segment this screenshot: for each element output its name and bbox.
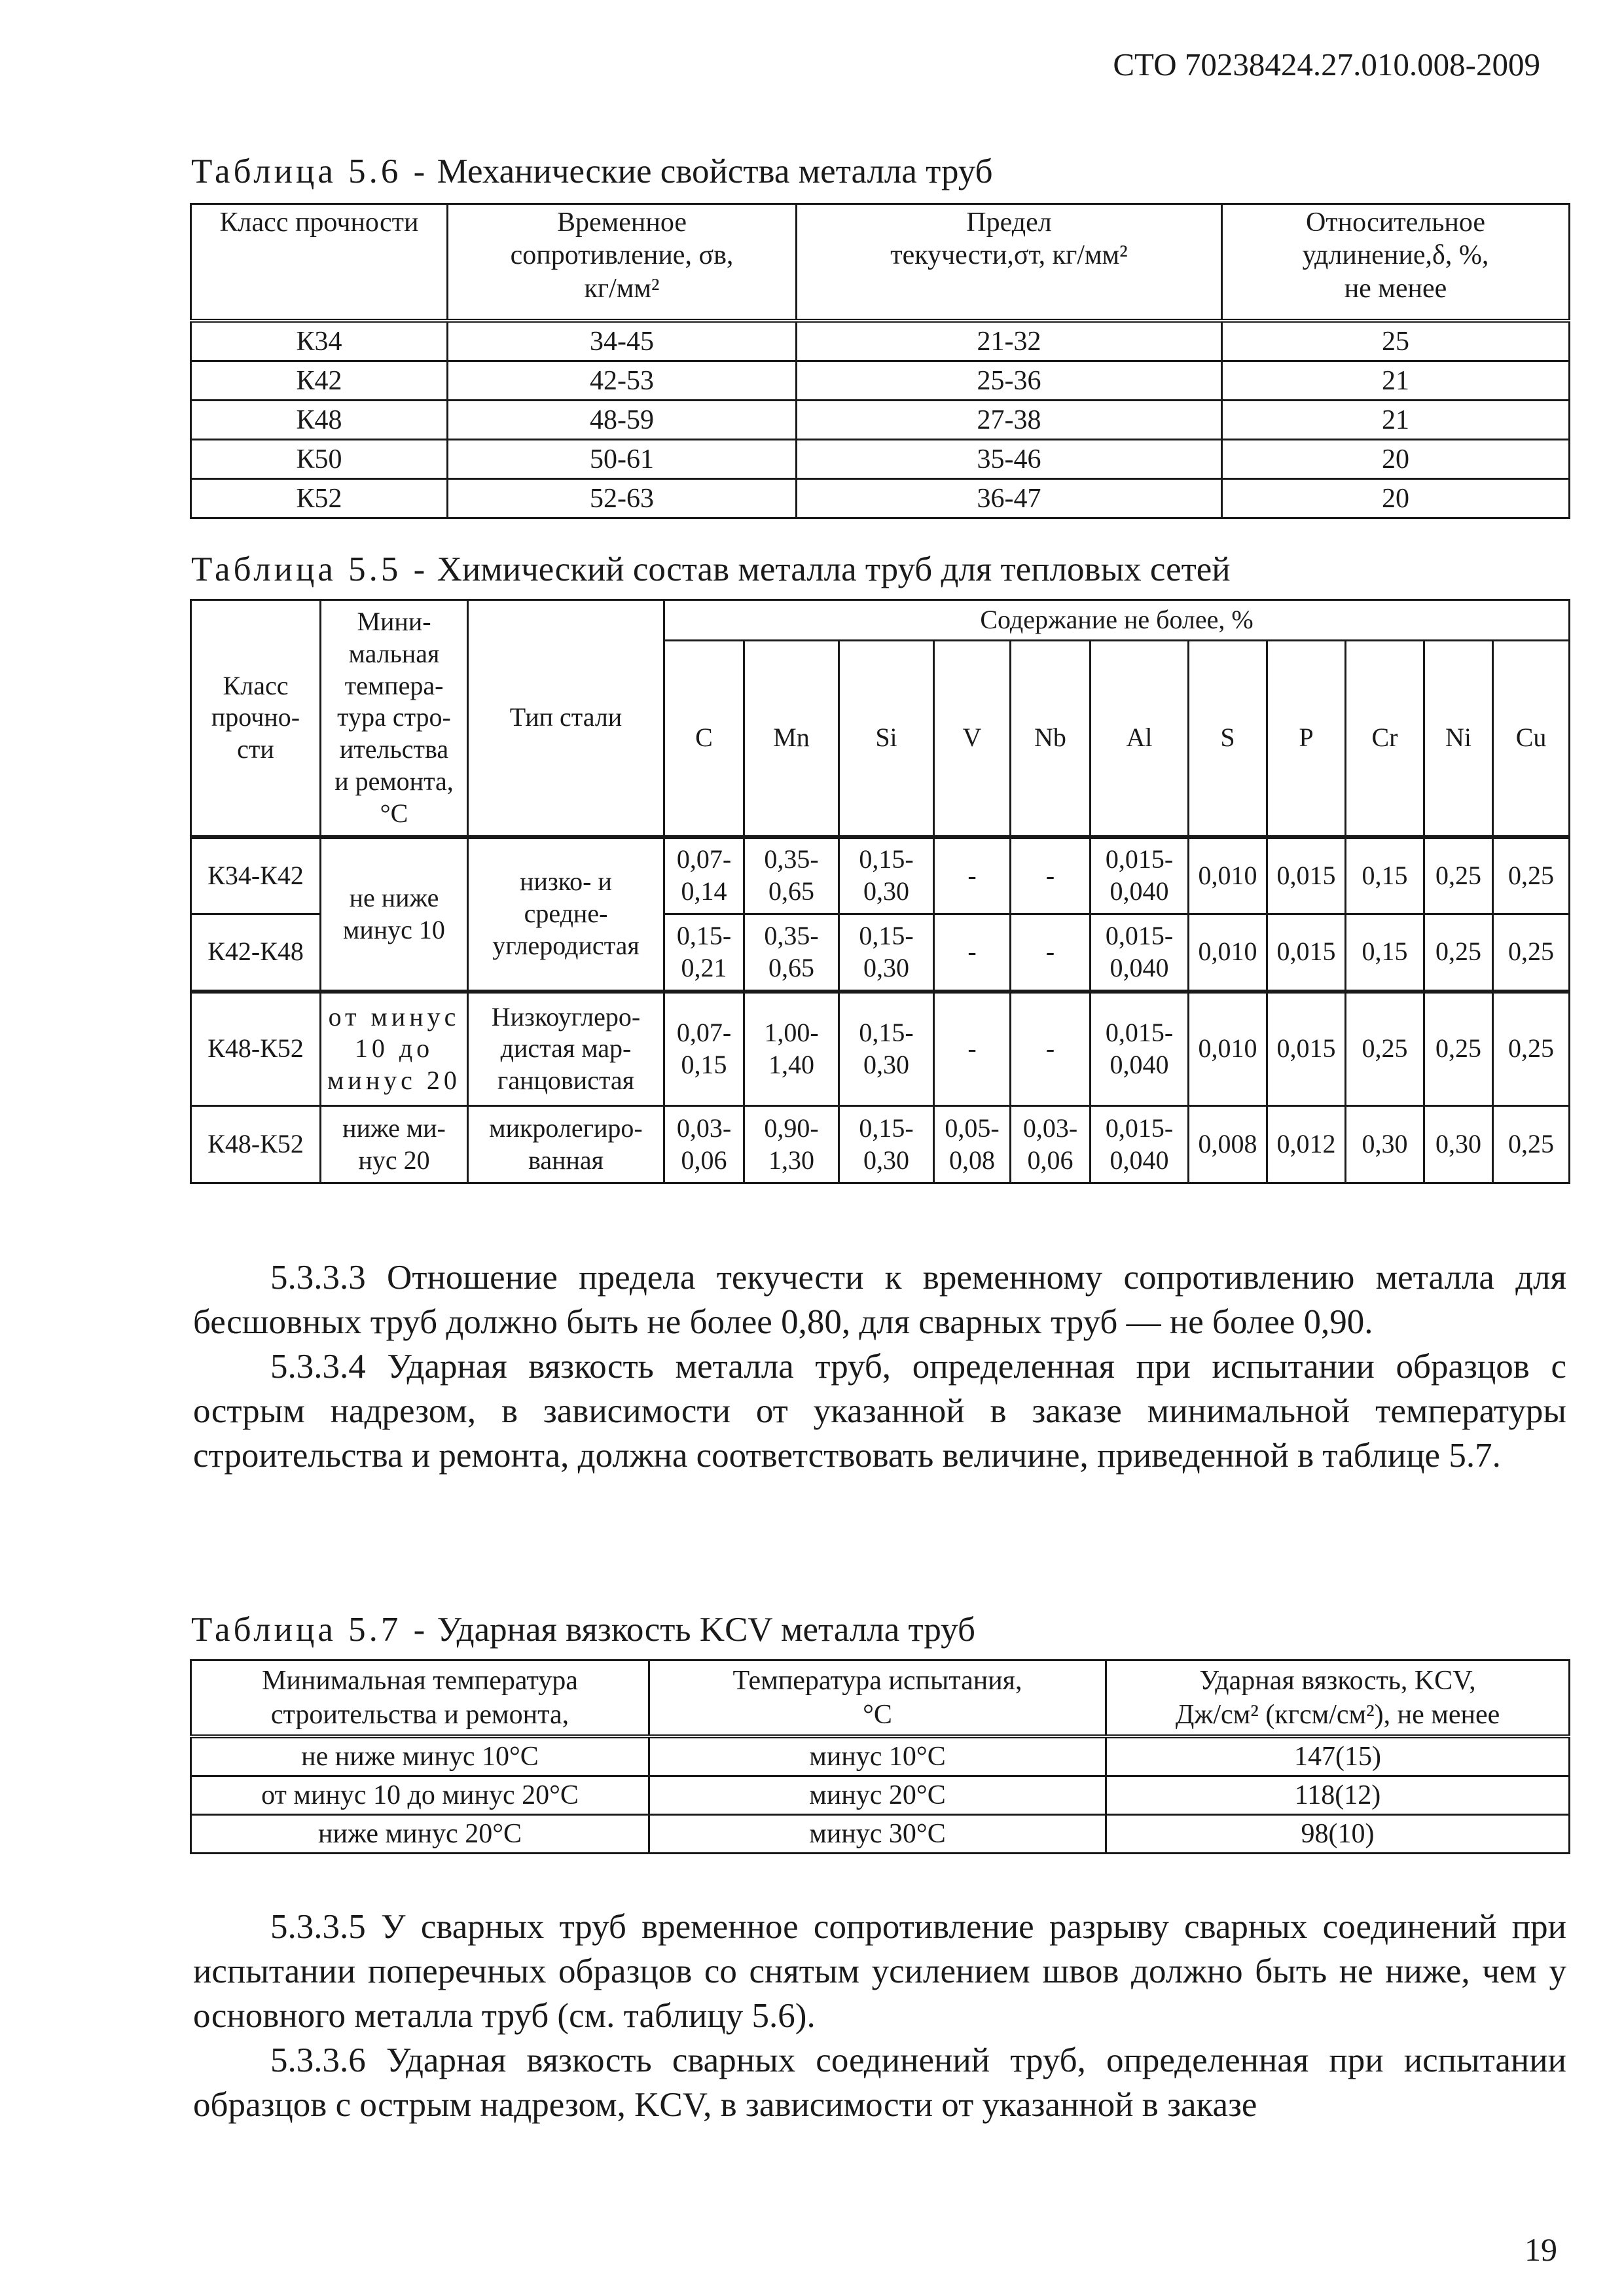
- col-header: [1222, 204, 1570, 321]
- cell-line: микролегиро-: [489, 1113, 643, 1143]
- col-header-steel-type: Тип стали: [468, 600, 664, 837]
- header-line: ительства: [339, 734, 449, 764]
- cell-line: средне-: [524, 899, 608, 929]
- table-row: [191, 479, 1570, 518]
- cell-line: 0,06: [1027, 1145, 1074, 1175]
- cell-line: 0,15-: [676, 920, 732, 950]
- header-line: удлинение,δ, %,: [1302, 240, 1489, 271]
- cell-line: 1,40: [768, 1049, 814, 1079]
- table-cell: 27-38: [797, 401, 1222, 440]
- cell-line: Низкоуглеро-: [491, 1001, 641, 1031]
- col-header-element: Cu: [1493, 641, 1570, 837]
- table-row: [191, 361, 1570, 401]
- paragraph: 5.3.3.5 У сварных труб временное сопротивление разрыву сварных соединений при испытании поперечных образцов со снятым усилением швов должно быть не ниже, чем у основного металла труб (см. таблицу 5.6).: [193, 1908, 1566, 2035]
- header-line: тура стро-: [337, 702, 451, 732]
- table-cell: 20: [1222, 440, 1570, 479]
- cell-line: 0,30: [863, 876, 909, 906]
- table-row: [191, 1815, 1570, 1854]
- col-header-element: Nb: [1011, 641, 1091, 837]
- table-cell-class: К48-К52: [191, 1106, 321, 1183]
- table-cell: 0,30: [1424, 1106, 1493, 1183]
- impact-toughness-table: [190, 1659, 1570, 1854]
- header-line: Временное: [557, 207, 687, 238]
- table-cell: [744, 992, 839, 1106]
- cell-line: 0,65: [768, 952, 814, 982]
- table-cell: 21: [1222, 361, 1570, 401]
- header-line: Мини-: [357, 606, 431, 636]
- table-5-7-caption-title: Ударная вязкость KCV металла труб: [437, 1611, 975, 1649]
- col-header-temperature: [321, 600, 468, 837]
- cell-line: минус 20: [327, 1066, 461, 1096]
- header-line: Относительное: [1305, 207, 1486, 238]
- table-cell: от минус 10 до минус 20°С: [191, 1776, 649, 1815]
- cell-line: 1,00-: [764, 1017, 819, 1047]
- cell-line: 0,21: [681, 952, 727, 982]
- header-line: и ремонта,: [334, 766, 454, 796]
- table-cell: минус 20°С: [649, 1776, 1106, 1815]
- cell-line: 0,015-: [1105, 1113, 1174, 1143]
- table-cell-class: К34-К42: [191, 837, 321, 914]
- table-cell: 118(12): [1106, 1776, 1570, 1815]
- table-5-6-caption: [191, 152, 993, 191]
- table-cell: 98(10): [1106, 1815, 1570, 1854]
- table-cell: 0,25: [1493, 992, 1570, 1106]
- header-line: Класс прочности: [219, 207, 419, 238]
- cell-line: низко- и: [520, 867, 612, 897]
- table-cell: [839, 837, 934, 914]
- table-5-5-caption-prefix: Таблица 5.5 -: [191, 550, 429, 588]
- table-cell: 42-53: [448, 361, 797, 401]
- col-header-element: Cr: [1346, 641, 1424, 837]
- cell-line: 0,14: [681, 876, 727, 906]
- table-cell: 52-63: [448, 479, 797, 518]
- table-cell: К50: [191, 440, 448, 479]
- table-cell: -: [934, 914, 1011, 992]
- cell-line: ванная: [528, 1145, 604, 1175]
- table-cell: 25-36: [797, 361, 1222, 401]
- table-cell: 0,15: [1346, 914, 1424, 992]
- cell-line: не ниже: [349, 882, 439, 912]
- table-cell: 25: [1222, 321, 1570, 361]
- table-cell-temperature: [321, 992, 468, 1106]
- table-cell: [839, 1106, 934, 1183]
- table-cell: 0,15: [1346, 837, 1424, 914]
- col-header: [649, 1660, 1106, 1737]
- cell-line: 0,07-: [676, 1017, 732, 1047]
- mechanical-properties-table: [190, 203, 1570, 519]
- table-5-5-caption-title: Химический состав металла труб для тепловых сетей: [437, 550, 1231, 588]
- cell-line: 0,30: [863, 1049, 909, 1079]
- table-cell: 0,008: [1189, 1106, 1267, 1183]
- col-header-element: P: [1267, 641, 1346, 837]
- table-cell: 21: [1222, 401, 1570, 440]
- table-cell: 0,25: [1424, 837, 1493, 914]
- cell-line: нус 20: [358, 1145, 430, 1175]
- table-cell: [1011, 1106, 1091, 1183]
- col-header: [191, 1660, 649, 1737]
- table-cell: 0,015: [1267, 992, 1346, 1106]
- table-row: [191, 992, 1570, 1106]
- col-header: [797, 204, 1222, 321]
- cell-line: дистая мар-: [500, 1033, 632, 1064]
- table-cell: 0,25: [1493, 1106, 1570, 1183]
- table-cell: 50-61: [448, 440, 797, 479]
- col-header-element: Si: [839, 641, 934, 837]
- header-line: °С: [380, 798, 408, 828]
- cell-line: 0,040: [1110, 876, 1169, 906]
- cell-line: 0,35-: [764, 844, 819, 874]
- table-cell-steel-type: [468, 992, 664, 1106]
- table-5-6-caption-prefix: Таблица 5.6 -: [191, 152, 429, 190]
- col-header-element: S: [1189, 641, 1267, 837]
- table-row: [191, 440, 1570, 479]
- table-cell: [664, 914, 744, 992]
- cell-line: 0,30: [863, 1145, 909, 1175]
- paragraph: 5.3.3.3 Отношение предела текучести к временному сопротивлению металла для бесшовных труб должно быть не более 0,80, для сварных труб — не более 0,90.: [193, 1259, 1566, 1341]
- table-5-6-caption-title: Механические свойства металла труб: [437, 152, 993, 190]
- table-cell: ниже минус 20°С: [191, 1815, 649, 1854]
- table-row: [191, 837, 1570, 914]
- col-header-content-group: Содержание не более, %: [664, 600, 1570, 641]
- table-cell: [1091, 914, 1189, 992]
- cell-line: 0,15-: [859, 920, 914, 950]
- col-header: [448, 204, 797, 321]
- document-code: СТО 70238424.27.010.008-2009: [1113, 46, 1540, 82]
- table-cell-class: К42-К48: [191, 914, 321, 992]
- table-cell: 0,25: [1493, 914, 1570, 992]
- table-cell: [744, 1106, 839, 1183]
- table-cell: [1091, 992, 1189, 1106]
- table-cell: 0,015: [1267, 837, 1346, 914]
- cell-line: минус 10: [343, 914, 445, 944]
- table-cell: [664, 837, 744, 914]
- table-cell: К42: [191, 361, 448, 401]
- table-cell: [664, 992, 744, 1106]
- table-cell: 0,25: [1424, 914, 1493, 992]
- cell-line: 0,040: [1110, 1145, 1169, 1175]
- header-line: прочно-: [211, 702, 300, 732]
- col-header-class: [191, 600, 321, 837]
- col-header-element: V: [934, 641, 1011, 837]
- table-cell: [744, 837, 839, 914]
- paragraph: 5.3.3.4 Ударная вязкость металла труб, определенная при испытании образцов с острым надрезом, в зависимости от указанной в заказе минимальной температуры строительства и ремонта, должна соответствовать величине, приведенной в таблице 5.7.: [193, 1348, 1566, 1475]
- cell-line: 0,15: [681, 1049, 727, 1079]
- table-cell: К52: [191, 479, 448, 518]
- table-cell: -: [1011, 992, 1091, 1106]
- table-cell: -: [1011, 837, 1091, 914]
- table-header-row: [191, 1660, 1570, 1737]
- body-text-block-a: [193, 1255, 1566, 1478]
- col-header: [1106, 1660, 1570, 1737]
- table-cell: не ниже минус 10°С: [191, 1736, 649, 1776]
- cell-line: углеродистая: [492, 930, 640, 960]
- cell-line: 0,040: [1110, 1049, 1169, 1079]
- cell-line: 0,015-: [1105, 1017, 1174, 1047]
- table-cell: [1091, 837, 1189, 914]
- body-text-block-b: [193, 1905, 1566, 2127]
- cell-line: 0,015-: [1105, 920, 1174, 950]
- header-line: сти: [237, 734, 274, 764]
- table-cell: 147(15): [1106, 1736, 1570, 1776]
- table-row: [191, 401, 1570, 440]
- header-line: сопротивление, σв,: [510, 240, 734, 271]
- page-number: 19: [1525, 2231, 1557, 2268]
- cell-line: 0,06: [681, 1145, 727, 1175]
- table-cell: 20: [1222, 479, 1570, 518]
- table-row: [191, 321, 1570, 361]
- table-cell: [744, 914, 839, 992]
- table-cell: 35-46: [797, 440, 1222, 479]
- table-cell-steel-type: [468, 1106, 664, 1183]
- cell-line: 0,30: [863, 952, 909, 982]
- table-5-7-caption: [191, 1610, 975, 1649]
- paragraph: 5.3.3.6 Ударная вязкость сварных соединений труб, определенная при испытании образцов с острым надрезом, KCV, в зависимости от указанной в заказе: [193, 2041, 1566, 2124]
- table-cell: 0,010: [1189, 992, 1267, 1106]
- header-line: Предел: [966, 207, 1052, 238]
- header-line: Минимальная температура: [262, 1665, 578, 1696]
- col-header: [191, 204, 448, 321]
- col-header-element: Al: [1091, 641, 1189, 837]
- table-cell: К34: [191, 321, 448, 361]
- cell-line: ниже ми-: [342, 1113, 446, 1143]
- table-cell: 0,25: [1493, 837, 1570, 914]
- header-line: темпера-: [344, 670, 444, 700]
- table-cell: 21-32: [797, 321, 1222, 361]
- table-cell: минус 10°С: [649, 1736, 1106, 1776]
- header-line: Ударная вязкость, KCV,: [1199, 1665, 1476, 1696]
- header-line: Температура испытания,: [732, 1665, 1022, 1696]
- chemical-composition-table: [190, 599, 1570, 1184]
- table-header-row: [191, 600, 1570, 641]
- table-cell: -: [934, 837, 1011, 914]
- table-cell-class: К48-К52: [191, 992, 321, 1106]
- table-cell: 0,010: [1189, 914, 1267, 992]
- table-cell: [934, 1106, 1011, 1183]
- cell-line: 1,30: [768, 1145, 814, 1175]
- cell-line: ганцовистая: [497, 1066, 635, 1096]
- table-cell-steel-type: [468, 837, 664, 992]
- cell-line: 0,03-: [676, 1113, 732, 1143]
- header-line: не менее: [1344, 273, 1447, 304]
- table-row: [191, 1736, 1570, 1776]
- table-cell: [1091, 1106, 1189, 1183]
- table-cell: 0,010: [1189, 837, 1267, 914]
- header-line: строительства и ремонта,: [270, 1700, 569, 1730]
- table-cell-temperature: [321, 1106, 468, 1183]
- header-line: кг/мм²: [584, 273, 660, 304]
- cell-line: 0,07-: [676, 844, 732, 874]
- cell-line: 0,90-: [764, 1113, 819, 1143]
- table-5-7-caption-prefix: Таблица 5.7 -: [191, 1611, 429, 1649]
- table-cell: 0,30: [1346, 1106, 1424, 1183]
- table-cell: -: [1011, 914, 1091, 992]
- table-cell: [839, 914, 934, 992]
- cell-line: 0,35-: [764, 920, 819, 950]
- header-line: мальная: [348, 638, 440, 668]
- cell-line: 0,03-: [1022, 1113, 1078, 1143]
- cell-line: от минус: [328, 1001, 460, 1031]
- table-cell: 48-59: [448, 401, 797, 440]
- table-cell: [839, 992, 934, 1106]
- cell-line: 0,15-: [859, 1113, 914, 1143]
- table-cell-temperature: [321, 837, 468, 992]
- cell-line: 0,08: [949, 1145, 995, 1175]
- table-cell: 34-45: [448, 321, 797, 361]
- table-cell: -: [934, 992, 1011, 1106]
- cell-line: 0,05-: [945, 1113, 1000, 1143]
- col-header-element: Mn: [744, 641, 839, 837]
- cell-line: 10 до: [354, 1033, 434, 1064]
- header-line: текучести,σт, кг/мм²: [890, 240, 1128, 271]
- table-cell: 0,25: [1346, 992, 1424, 1106]
- cell-line: 0,65: [768, 876, 814, 906]
- table-cell: минус 30°С: [649, 1815, 1106, 1854]
- table-cell: К48: [191, 401, 448, 440]
- col-header-element: Ni: [1424, 641, 1493, 837]
- table-5-5-caption: [191, 550, 1231, 589]
- cell-line: 0,15-: [859, 844, 914, 874]
- table-header-row: [191, 204, 1570, 321]
- header-line: °С: [863, 1700, 892, 1730]
- cell-line: 0,15-: [859, 1017, 914, 1047]
- table-row: [191, 1106, 1570, 1183]
- table-cell: 36-47: [797, 479, 1222, 518]
- cell-line: 0,015-: [1105, 844, 1174, 874]
- cell-line: 0,040: [1110, 952, 1169, 982]
- header-line: Класс: [223, 670, 289, 700]
- table-cell: 0,012: [1267, 1106, 1346, 1183]
- header-line: Дж/см² (кгсм/см²), не менее: [1175, 1700, 1500, 1730]
- col-header-element: C: [664, 641, 744, 837]
- table-cell: 0,25: [1424, 992, 1493, 1106]
- table-cell: 0,015: [1267, 914, 1346, 992]
- table-row: [191, 1776, 1570, 1815]
- table-cell: [664, 1106, 744, 1183]
